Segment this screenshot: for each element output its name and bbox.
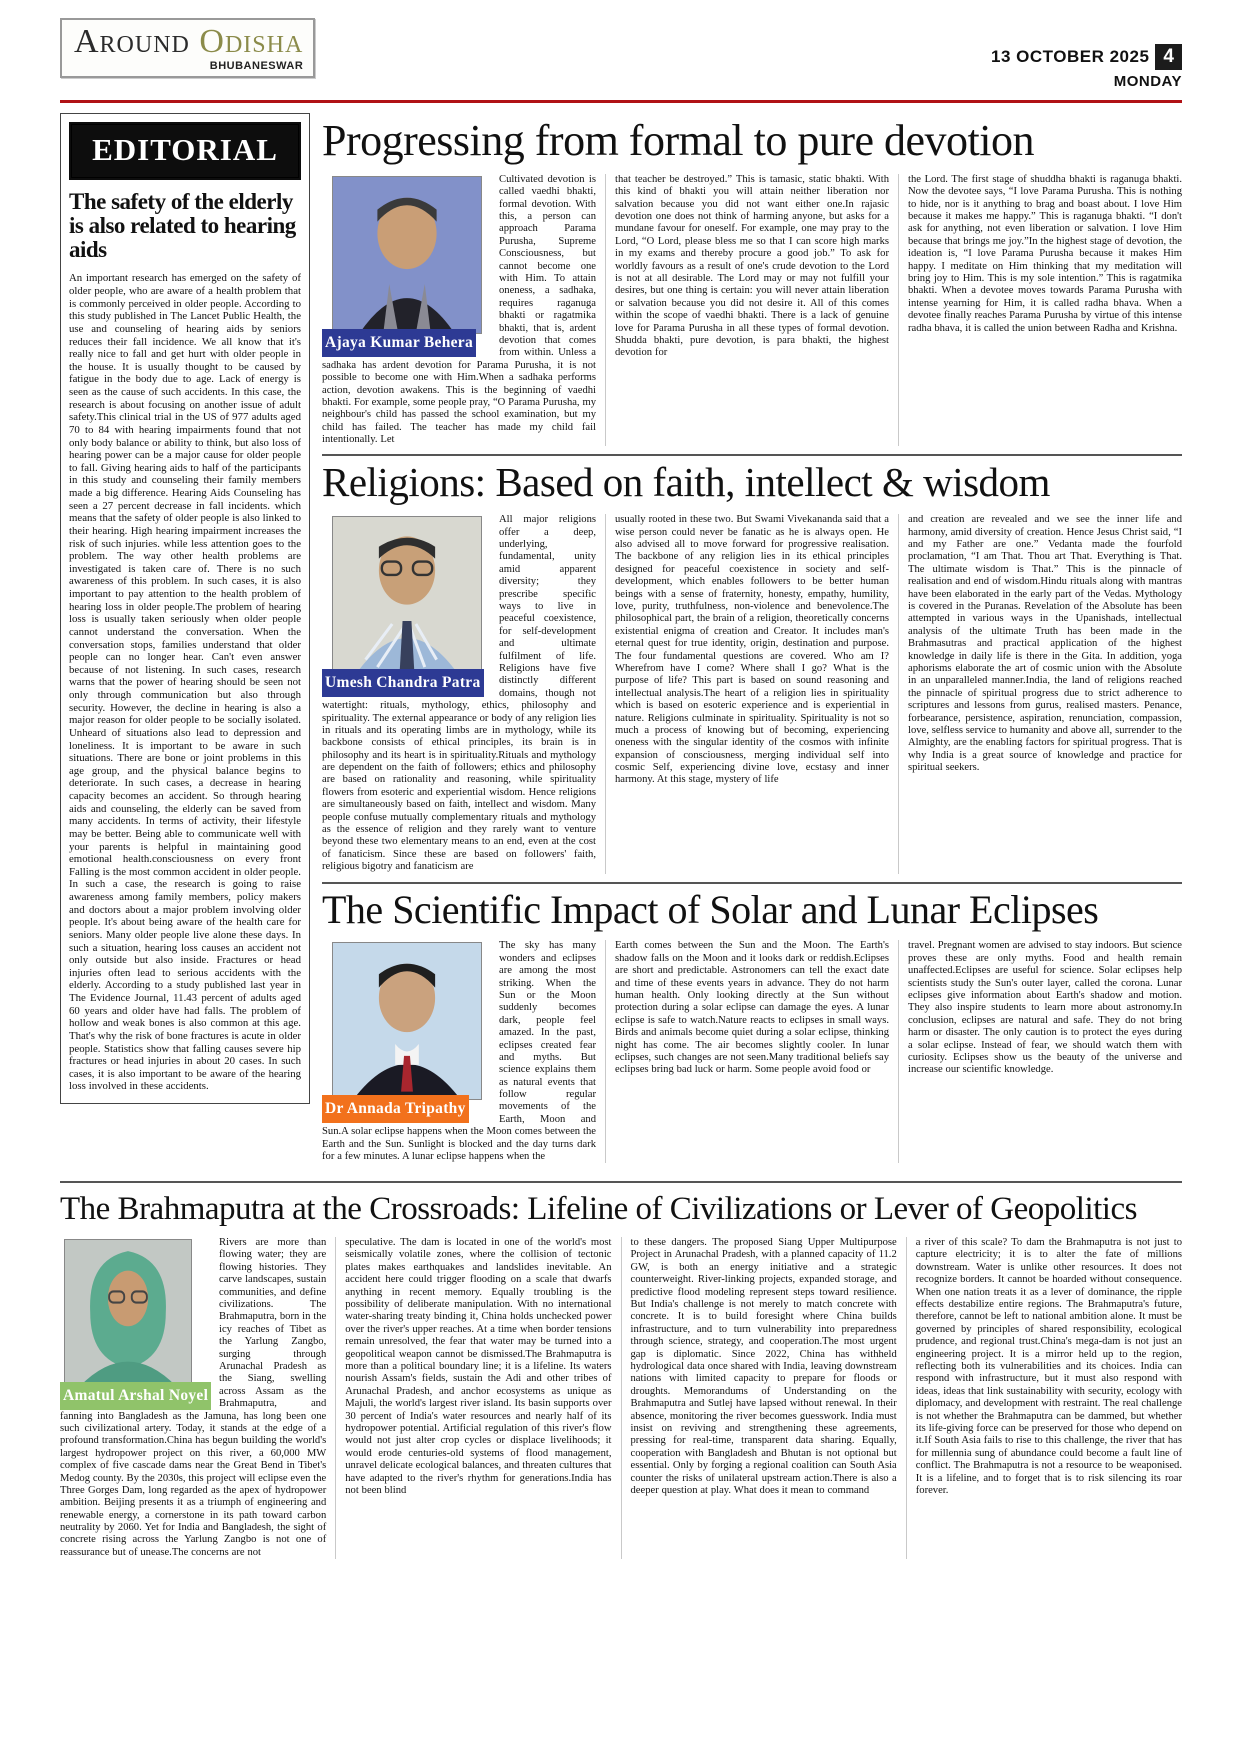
masthead-title [74,23,304,60]
header-rule [60,100,1182,103]
editorial-banner: EDITORIAL [71,124,299,178]
section-rule [60,1181,1182,1183]
article-title: The Scientific Impact of Solar and Lunar Eclipses [322,886,1099,932]
author-byline: Dr Annada Tripathy [322,1095,469,1123]
article-eclipses [322,882,1182,1172]
author-byline: Ajaya Kumar Behera [322,329,476,357]
articles-section [322,113,1182,1171]
column-text: The sky has many wonders and eclipses are among the most striking. When the Sun or the Moon suddenly becomes dark, people feel amazed. In the past, eclipses created fear and myths. But science explains them as natural events that follow regular movements of the Earth, Moon and Sun.A solar eclipse happens when the Moon comes between the Earth and the Sun. Sunlight is blocked and the day turns dark for a few minutes. A lunar eclipse happens when the [322,940,596,1163]
masthead-city: BHUBANESWAR [209,60,304,73]
article-columns [322,940,1182,1163]
article-column [898,940,1182,1163]
article-columns [60,1237,1182,1559]
author-photo [332,942,482,1100]
column-text: Cultivated devotion is called vaedhi bhakti, formal devotion. With this, a person can approach Parama Purusha, Supreme Consciousness, but cannot become one with Him. To attain oneness, a sadhaka, requires raganuga bhakti or ragatmika bhakti, that is, ardent devotion that comes from within. Unless a sadhaka has ardent devotion for Parama Purusha, it is not possible to become one with Him.When a sadhaka performs action, devotion awakens. This is the beginning of vaedhi bhakti. For example, some people pray, “O Parama Purusha, my neighbour's child has passed the school examination, but my child has failed. The teacher has made my child fail intentionally. Let [322,173,596,446]
article-title: Religions: Based on faith, intellect & wisdom [322,459,1050,506]
issue-day: MONDAY [1113,73,1182,90]
author-block [322,176,490,352]
article-column [335,1237,620,1559]
column-text: to these dangers. The proposed Siang Upper Multipurpose Project in Arunachal Pradesh, with a planned capacity of 11.2 GW, is both an energy initiative and a strategic counterweight. River-linking projects, expanded storage, and predictive flood modeling represent steps toward resilience. But India's challenge is not merely to match concrete with concrete. It is to build foresight where China builds infrastructure, and to turn vulnerability into preparedness through science, strategy, and cooperation.The most urgent gap is diplomatic. Since 2022, China has withheld hydrological data once shared with India, leaving downstream nations with limited capacity to prepare for floods or droughts. Memorandums of Understanding on the Brahmaputra and Sutlej have lapsed without renewal. In their absence, monitoring the river becomes guesswork. India must insist on reviving and strengthening these agreements, pressing for real-time, transparent data sharing. Equally, cooperation with Bangladesh and Bhutan is not optional but essential. Only by forging a regional coalition can South Asia counter the risks of unilateral upstream action.There is also a deeper question at play. What does it mean to command [630,1237,897,1496]
article-column [898,174,1182,447]
masthead [60,18,315,78]
editorial-column [60,113,310,1104]
column-text: travel. Pregnant women are advised to stay indoors. But science proves these are only myths. Food and health remain unaffected.Eclipses are useful for science. Solar eclipses help scientists study the Sun's outer layer, called the corona. Lunar eclipses give information about Earth's shadow and motion. They also inspire students to learn more about astronomy.In conclusion, eclipses are natural and safe. They do not bring harm or disaster. The only caution is to protect the eyes during a solar eclipse. Instead of fear, we should watch them with curiosity. Eclipses show us the beauty of the universe and increase our scientific knowledge. [908,940,1182,1076]
article-column [906,1237,1182,1559]
column-text: Earth comes between the Sun and the Moon. The Earth's shadow falls on the Moon and it looks dark or reddish.Eclipses are short and predictable. Astronomers can tell the exact date and time of these events years in advance. They do not harm human health. Only looking directly at the Sun without protection during a solar eclipse can damage the eyes. A lunar eclipse is safe to watch.Nature reacts to eclipses in small ways. Birds and animals become quiet during a solar eclipse, thinking night has come. The air becomes slightly cooler. In lunar eclipses, such changes are not seen.Many traditional beliefs say eclipses bring bad luck or harm. Some people avoid food or [615,940,889,1076]
main-content [60,113,1182,1171]
article-column [322,514,605,873]
author-photo [332,516,482,674]
column-text: a river of this scale? To dam the Brahmaputra is not just to capture electricity; it is to alter the fate of millions downstream. Water is unlike other resources. It does not recognize borders. It cannot be hoarded without consequence. When one nation treats it as a lever of dominance, the ripple effects destabilize entire regions. The Brahmaputra's future, therefore, cannot be left to national ambition alone. It must be governed by principles of shared responsibility, ecological prudence, and regional trust.China's mega-dam is not just an engineering project. It is a mirror held up to the region, reflecting both its vulnerabilities and its choices. India can respond with infrastructure, but it must also respond with ideas, ideas that link sustainability with security, ecology with diplomacy, and development with restraint. The real challenge is not whether the Brahmaputra can be dammed, but whether its life-giving force can be preserved for those who depend on it.If South Asia fails to rise to this challenge, the river that has for millennia sung of abundance could become a fault line of conflict. The Brahmaputra is not a resource to be weaponised. It is a lifeline, and to forget that is to risk silencing its roar forever. [915,1237,1182,1496]
article-column [605,174,898,447]
article-column [60,1237,335,1559]
article-column [898,514,1182,873]
page-header [60,18,1182,98]
author-byline: Umesh Chandra Patra [322,669,484,697]
article-column [322,174,605,447]
column-text: All major religions offer a deep, underlying, fundamental, unity amid apparent diversity; they prescribe specific ways to live in peaceful coexistence, for self-development and ultimate fulfilment of life. Religions have five distinctly different domains, though not watertight: rituals, mythology, ethics, philosophy and spirituality. The external appearance or body of any religion lies in rituals and its operating limbs are in mythology, while its backbone consists of ethical principles, its brain is in philosophy and its heart is in spirituality.Rituals and mythology are dependent on the faith of followers; ethics and philosophy are based on rationality and reasoning, while spirituality flowers from esoteric and experiential wisdom. Hence religions are simultaneously based on faith, intellect and wisdom. Many people confuse mutually complementary rituals and mythology as the essence of religion and they rarely want to venture beyond these two elementary means to an end, even at the cost of fanaticism. Since these are based on followers' faith, religious bigotry and fanaticism are [322,514,596,873]
column-text: usually rooted in these two. But Swami Vivekananda said that a wise person could never be fanatic as he is always open. He also advised all to move forward for progressive realisation. The backbone of any religion lies in its ethical principles designed for peaceful coexistence in society and self-development, which enables followers to be better human beings with a sense of fraternity, honesty, empathy, humility, love, purity, truthfulness, non-violence and benevolence.The philosophical part, the brain of a religion, theoretically concerns existential enigma of creation and Creator. It includes man's eternal quest for true identity, origin, destination and purpose. The four fundamental questions are covered. Who am I? Wherefrom have I come? Where shall I go? What is the purpose of life? This part is based on sound reasoning and intellectual analysis.The heart of a religion lies in spirituality which is based on esoteric experience and is experiential in nature. Religions culminate in spirituality. Spirituality is not so much a process of knowing but of becoming, experiencing oneness with the singular identity of the cosmos with infinite expansion of consciousness, merging individual self into cosmic Self, experiencing divine love, ecstasy and inner harmony. At this stage, mystery of life [615,514,889,786]
editorial-headline: The safety of the elderly is also related to hearing aids [69,189,296,263]
author-block [322,942,490,1118]
article-column [322,940,605,1163]
author-photo [332,176,482,334]
column-text: speculative. The dam is located in one of the world's most seismically volatile zones, where the collision of tectonic plates makes earthquakes and landslides inevitable. An accident here could trigger flooding on a scale that dwarfs anything in recent memory. Equally troubling is the possibility of deliberate manipulation. With no international water-sharing treaty binding it, China holds unchecked power over the river's upper reaches. At a time when border tensions remain unresolved, the fear that water may be turned into a geopolitical weapon cannot be dismissed.The Brahmaputra is more than a political boundary line; it is a lifeline. Its waters nourish Assam's fields, sustain the Adi and other tribes of Arunachal Pradesh, and anchor ecosystems as unique as Majuli, the world's largest river island. Its basin supports over 30 percent of India's water resources and nearly half of its hydropower potential. Artificial regulation of this river's flow would not just alter crop cycles or displace livelihoods; it would erode centuries-old systems of flood management, unravel delicate ecological balances, and threaten cultures that have adapted to the river's rhythm for generations.India has not been blind [345,1237,612,1496]
article-title: Progressing from formal to pure devotion [322,116,1034,165]
article-title: The Brahmaputra at the Crossroads: Lifeline of Civilizations or Lever of Geopolitics [60,1191,1137,1228]
article-devotion [322,113,1182,454]
article-columns [322,514,1182,873]
author-photo [64,1239,192,1387]
author-byline: Amatul Arshal Noyel [60,1382,211,1410]
article-column [605,940,898,1163]
author-block [60,1239,210,1405]
article-brahmaputra [60,1185,1182,1567]
column-text: that teacher be destroyed.” This is tamasic, static bhakti. With this kind of bhakti you will attain neither liberation nor salvation because you did not want either one.In rajasic devotion one does not think of harming anyone, but asks for a mundane favour for oneself. For example, one may pray to the Lord, “O Lord, please bless me so that I can score high marks in my exams and thereby procure a good job.” To ask for worldly favours as a result of one's crude devotion to the Lord is not at all desirable. The Lord may or may not fulfill your desires, but one thing is certain: you will never attain liberation or salvation because you did not desire it. All of this comes within the scope of vaedhi bhakti. There is a lack of genuine love for Parama Purusha in all these types of formal devotion. Shudda bhakti, pure devotion, is para bhakti, the highest devotion for [615,173,889,359]
masthead-title-odisha: Odisha [199,23,304,60]
header-date-block [991,18,1182,90]
article-columns [322,174,1182,447]
article-column [621,1237,906,1559]
issue-date: 13 OCTOBER 2025 [991,47,1150,66]
column-text: the Lord. The first stage of shuddha bhakti is raganuga bhakti. Now the devotee says, “I love Parama Purusha. This is nothing to hide, nor is it anything to brag and boast about. I love Him because it makes me happy.” This is raganuga bhakti. “I don't ask for anything, not even liberation or salvation. I love Him because that brings me joy.”In the highest stage of devotion, the ideation is, “I love Parama Purusha because it makes Him happy. I meditate on Him thinking that my meditation will bring joy to Him. This is my sole intention.” This is ragatmika bhakti. When a devotee moves towards Parama Purusha with intense yearning for Him, it is called radha bhava. When a devotee finally reaches Parama Purusha by virtue of this intense radha bhava, it is called the union between Radha and Krishna. [908,173,1182,334]
masthead-title-around: Around [74,23,200,60]
article-religions [322,454,1182,881]
article-column [605,514,898,873]
column-text: and creation are revealed and we see the inner life and harmony, amid diversity of creation. Hence Jesus Christ said, “I and my Father are one.” Vedanta made the fourfold proclamation, “I am That. Thou art That. Everything is That. The ultimate wisdom is That.” This is the pinnacle of realisation and end of wisdom.Hindu rituals along with mantras have been elaborated in the early part of the Vedas. Mythology is covered in the Puranas. Revelation of the Absolute has been attempted in various ways in the Upanishads, intellectual analysis of the ultimate Truth has been made in the Brahmasutras and practical application of the highest knowledge in daily life is there in the Gita. In addition, yoga aphorisms elaborate the art of cosmic union with the Absolute in an unparalleled manner.India, the land of religions reached the pinnacle of spiritual progress due to strict adherence to scriptures and lessons from gurus, realised masters. Penance, forbearance, persistence, aspiration, renunciation, compassion, love, selfless service to humanity and above all, surrender to the Almighty, are the enabling factors for spiritual progress. That is why India is a great source of knowledge and practice for spiritual seekers. [908,514,1182,774]
column-text: Rivers are more than flowing water; they are flowing histories. They carve landscapes, sustain communities, and define civilizations. The Brahmaputra, born in the icy reaches of Tibet as the Yarlung Zangbo, surging through Arunachal Pradesh as the Siang, swelling across Assam as the Brahmaputra, and fanning into Bangladesh as the Jamuna, has long been one such civilizational artery. Today, it stands at the edge of a profound transformation.China has begun building the world's largest hydropower project on this river, a 60,000 MW complex of five cascade dams near the Great Bend in Tibet's Medog county. By the 2030s, this project will eclipse even the Three Gorges Dam, long regarded as the apex of hydropower ambition. Beijing presents it as a triumph of engineering and renewable energy, a cornerstone in its path toward carbon neutrality by 2060. Yet for India and Bangladesh, the sight of concrete rising across the Yarlung Zangbo is not one of reassurance but of unease.The concerns are not [60,1237,327,1558]
page-number-badge: 4 [1155,44,1182,70]
editorial-body: An important research has emerged on the safety of older people, who are aware of a health problem that is commonly perceived in older people. According to this study published in The Lancet Public Health, the use and counseling of hearing aids by seniors reduces their fall incidence. We all know that it's really nice to fall and get hurt with older people in the house. It is usually thought to be caused by fatigue in the body due to age. Lack of energy is seen as the cause of such accidents. In this case, the research is about focusing on another issue of adult safety.This clinical trial in the US of 977 adults aged 70 to 84 with hearing impairments found that not only body balance or ability to think, but also loss of hearing power can be a major cause for older people to fall. Giving hearing aids to half of the participants in this study and counseling their family members made a big difference. Hearing Aids Counseling has seen a 27 percent decrease in fall incidents. which means that the safety of older people is also linked to their hearing. High hearing impairment increases the risk of such injuries. while less attention goes to the problem. The way other health problems are investigated is taken care of. There is no such awareness of this problem. In such cases, it is also important to pay attention to the health problem of hearing loss in older people.The problem of hearing loss is usually taken seriously when older people cannot understand the conversation. When the conversation stops, families understand that older people can no longer hear. Can't even answer because of not listening. In such cases, research warns that the power of hearing should be seen not only through communication but also through security. However, the decline in hearing is also a major reason for older people to be socially isolated. Unheard of situations also lead to depression and loneliness. It is important to be aware in such situations. There are bone or joint problems in this age group, and the physical balance begins to deteriorate. In such cases, a decrease in hearing capacity becomes an accident. So through hearing aids and counseling, the elderly can be saved from many accidents. In terms of activity, their lifestyle may be better. Being able to communicate well with your parents is helpful in maintaining good emotional health.consciousness on every front Falling is the most common accident in older people. In such a case, the research is going to raise awareness among family members, policy makers and doctors about a major problem involving older people. It's about being aware of the health care for seniors. Many older people live alone these days. In such a situation, hearing loss causes an accident not only outside but also inside. Fractures or head injuries often lead to serious accidents with the elderly. According to a study published last year in The Evidence Journal, 11.43 percent of adults aged 60 years and older have had falls. The problem of hollow and weak bones is also common at this age. That's why the risk of bone fractures is acute in older people. Statistics show that falling causes severe hip fractures or head injuries in about 20 cases. In such cases, it is also important to be aware of the hearing loss involved in these accidents. [69,272,301,1093]
author-block [322,516,490,692]
